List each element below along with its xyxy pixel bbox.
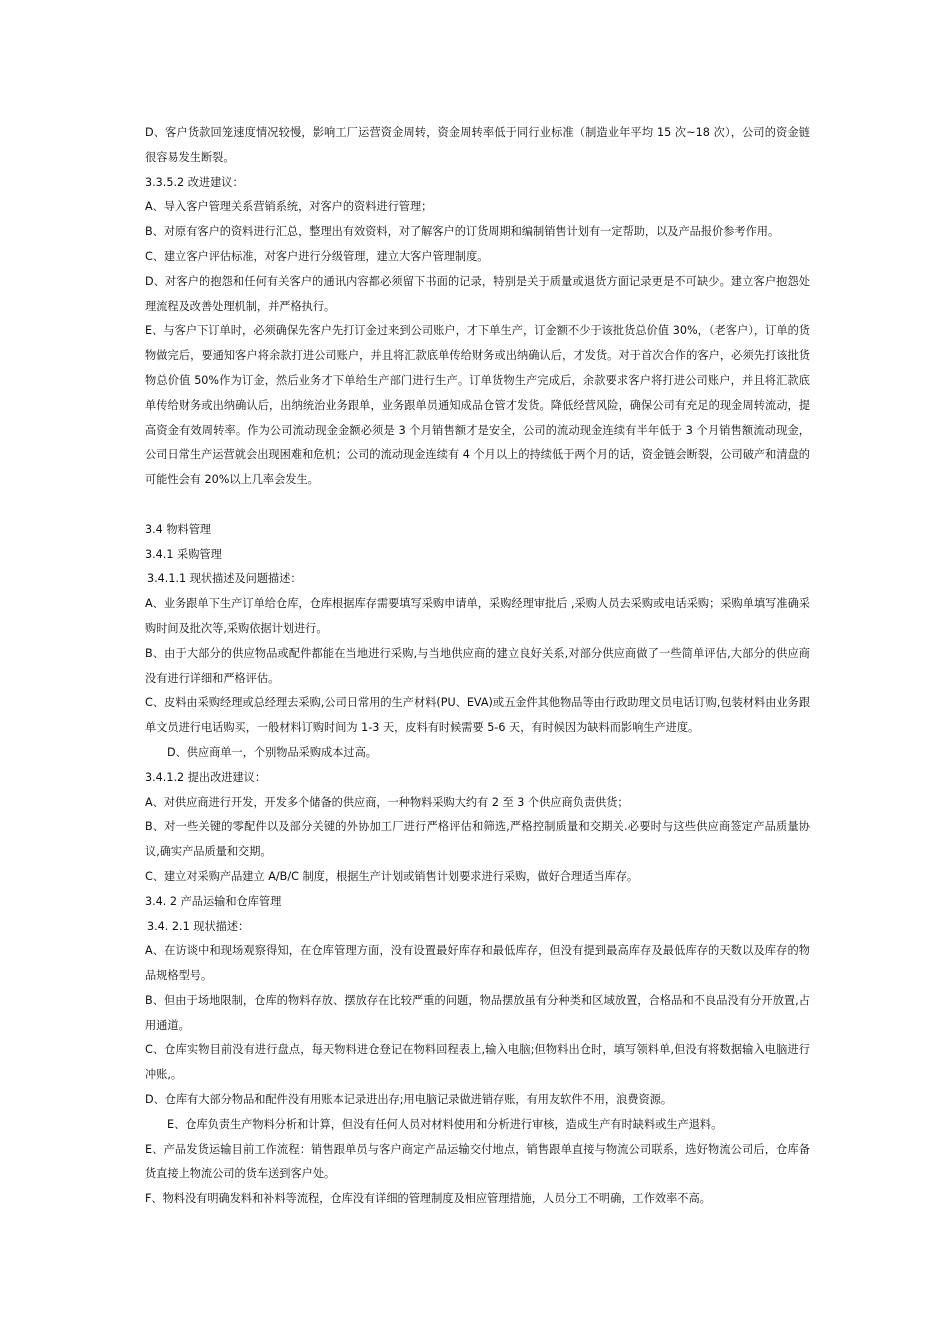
paragraph-abc-system: C、建立对采购产品建立 A/B/C 制度，根据生产计划或销售计划要求进行采购，做好合理适当库存。 — [145, 869, 639, 883]
paragraph-crm-system: A、导入客户管理关系营销系统，对客户的资料进行管理； — [145, 200, 433, 214]
paragraph-develop-suppliers: A、对供应商进行开发，开发多个储备的供应商，一种物料采购大约有 2 至 3 个供应商负责供货； — [145, 795, 629, 809]
heading-3-4-1: 3.4.1 采购管理 — [145, 547, 222, 561]
paragraph-single-supplier: D、供应商单一，个别物品采购成本过高。 — [167, 745, 377, 759]
paragraph-ledger-records: D、仓库有大部分物品和配件没有用账本记录进出存;用电脑记录做进销存账，有用友软件不用，浪费资源。 — [145, 1093, 673, 1107]
paragraph-key-parts: B、对一些关键的零配件以及部分关键的外协加工厂进行严格评估和筛选,严格控制质量和交期关.必要时与这些供应商签定产品质量协议,确实产品质量和交期。 — [145, 820, 810, 859]
section-gap — [145, 493, 810, 518]
heading-3-4-2: 3.4. 2 产品运输和仓库管理 — [145, 894, 282, 908]
paragraph-inventory-count: C、仓库实物目前没有进行盘点，每天物料进仓登记在物料回程表上,输入电脑;但物料出仓时，填写领料单,但没有将数据输入电脑进行冲账,。 — [145, 1043, 810, 1082]
paragraph-customer-data: B、对原有客户的资料进行汇总，整理出有效资料，对了解客户的订货周期和编制销售计划有一定帮助，以及产品报价参考作用。 — [145, 225, 780, 239]
paragraph-local-suppliers: B、由于大部分的供应物品或配件都能在当地进行采购,与当地供应商的建立良好关系,对部分供应商做了一些简单评估,大部分的供应商没有进行详细和严格评估。 — [145, 646, 810, 685]
heading-3-3-5-2: 3.3.5.2 改进建议： — [145, 175, 244, 189]
heading-3-4-1-1: 3.4.1.1 现状描述及问题描述： — [147, 572, 302, 586]
heading-3-4-1-2: 3.4.1.2 提出改进建议： — [145, 770, 267, 784]
paragraph-customer-evaluation: C、建立客户评估标准，对客户进行分级管理，建立大客户管理制度。 — [145, 249, 489, 263]
paragraph-material-analysis: E、仓库负责生产物料分析和计算，但没有任何人员对材料使用和分析进行审核，造成生产有时缺料或生产退料。 — [167, 1117, 723, 1131]
paragraph-issuing-process: F、物料没有明确发料和补料等流程，仓库没有详细的管理制度及相应管理措施，人员分工不明确，工作效率不高。 — [145, 1192, 711, 1206]
paragraph-leather-purchase: C、皮料由采购经理或总经理去采购,公司日常用的生产材料(PU、EVA)或五金件其他物品等由行政助理文员电话订购,包装材料由业务跟单文员进行电话购买，一般材料订购时间为 1-3 天，皮料有时候需要 5-6 天，有时候因为缺料而影响生产进度。 — [145, 696, 811, 735]
paragraph-stock-levels: A、在访谈中和现场观察得知，在仓库管理方面，没有设置最好库存和最低库存，但没有提到最高库存及最低库存的天数以及库存的物品规格型号。 — [145, 944, 810, 983]
paragraph-shipping-flow: E、产品发货运输目前工作流程：销售跟单员与客户商定产品运输交付地点，销售跟单直接与物流公司联系，选好物流公司后，仓库备货直接上物流公司的货车送到客户处。 — [145, 1142, 810, 1181]
paragraph-deposit-policy: E、与客户下订单时，必须确保先客户先打订金过来到公司账户，才下单生产，订金额不少于该批货总价值 30%，（老客户），订单的货物做完后，要通知客户将余款打进公司账户，并且将汇款底单传给财务或出纳确认后，才发货。对于首次合作的客户，必须先打该批货物总价值 50%作为订金，然后业务才下单给生产部门进行生产。订单货物生产完成后，余款要求客户将打进公司账户，并且将汇款底单传给财务或出纳确认后，出纳统治业务跟单，业务跟单员通知成品仓管才发货。降低经营风险，确保公司有充足的现金周转流动，提高资金有效周转率。作为公司流动现金金额必须是 3 个月销售额才是安全，公司的流动现金连续有半年低于 3 个月销售额流动现金，公司日常生产运营就会出现困难和危机；公司的流动现金连续有 4 个月以上的持续低于两个月的话，资金链会断裂，公司破产和清盘的可能性会有 20%以上几率会发生。 — [145, 324, 810, 487]
heading-3-4: 3.4 物料管理 — [145, 522, 212, 536]
paragraph-capital-turnover: D、客户货款回笼速度情况较慢，影响工厂运营资金周转，资金周转率低于同行业标准（制造业年平均 15 次~18 次），公司的资金链很容易发生断裂。 — [145, 126, 810, 164]
document-page — [145, 121, 810, 1212]
paragraph-complaint-handling: D、对客户的抱怨和任何有关客户的通讯内容都必须留下书面的记录，特别是关于质量或退货方面记录更是不可缺少。建立客户抱怨处理流程及改善处理机制，并严格执行。 — [145, 274, 810, 313]
paragraph-purchase-flow: A、业务跟单下生产订单给仓库，仓库根据库存需要填写采购申请单，采购经理审批后 ,采购人员去采购或电话采购；采购单填写准确采购时间及批次等,采购依据计划进行。 — [145, 597, 810, 635]
heading-3-4-2-1: 3.4. 2.1 现状描述： — [147, 919, 250, 933]
paragraph-space-limits: B、但由于场地限制，仓库的物料存放、摆放存在比较严重的问题，物品摆放虽有分种类和区域放置，合格品和不良品没有分开放置,占用通道。 — [145, 993, 810, 1032]
